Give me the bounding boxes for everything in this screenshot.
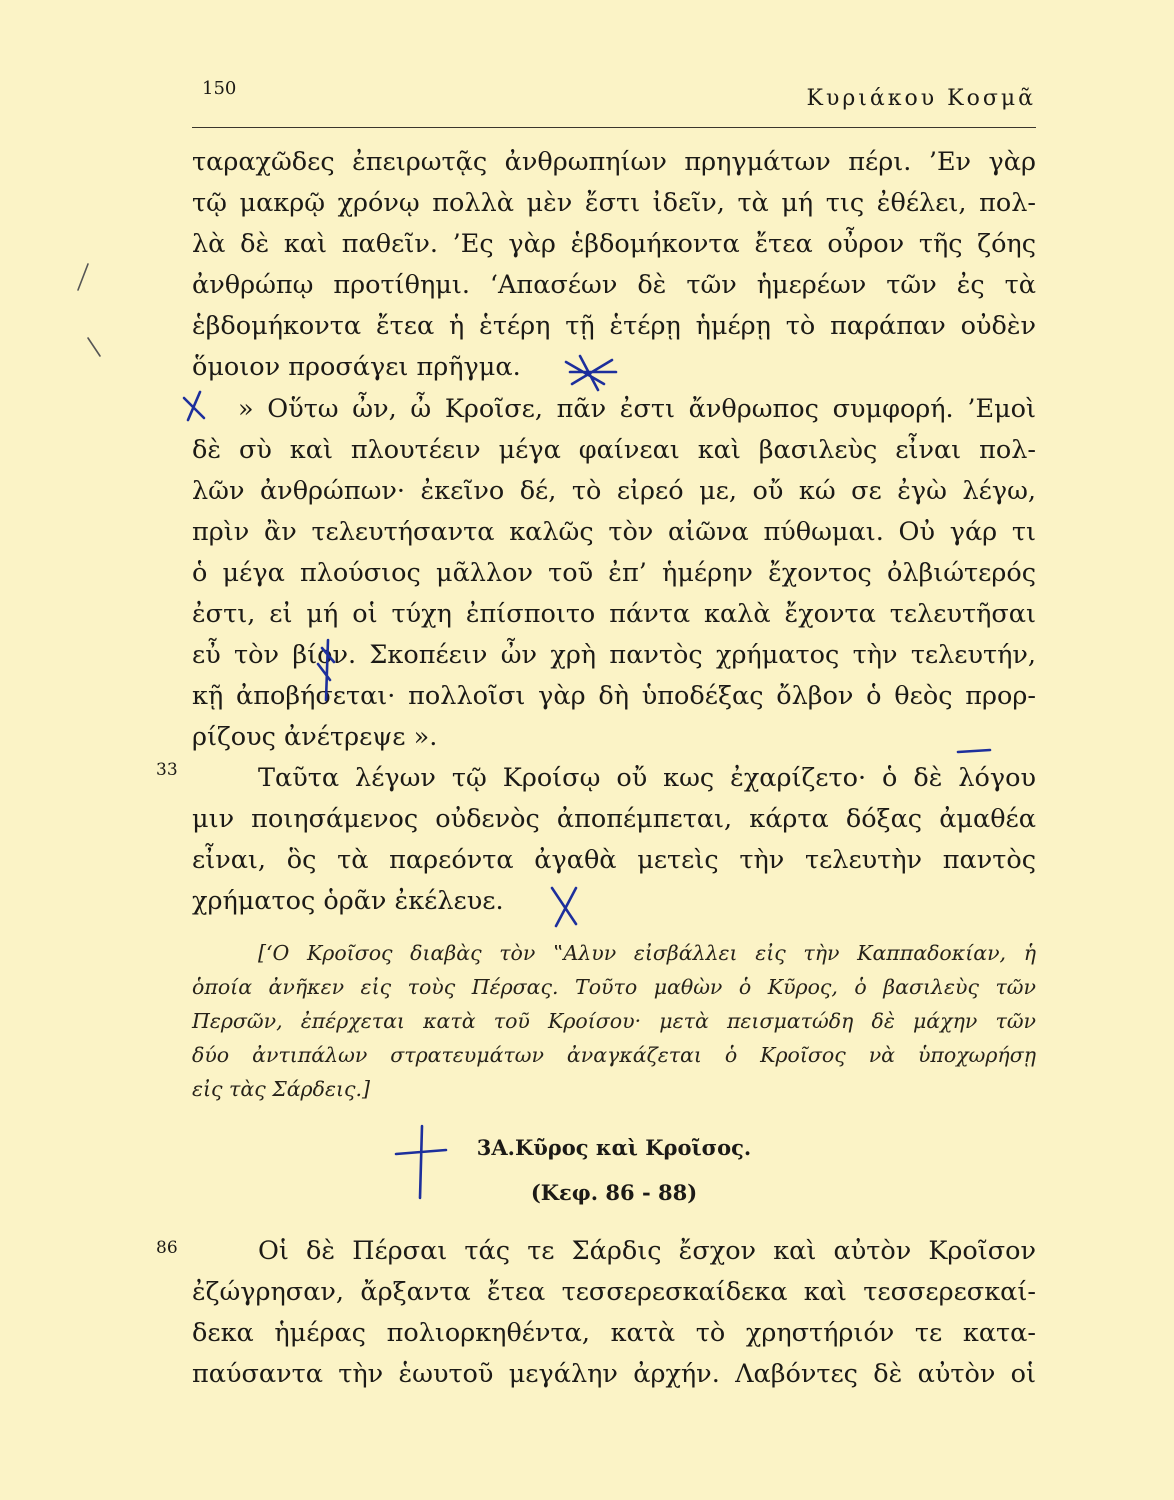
text-line: παύσαντα τὴν ἑωυτοῦ μεγάλην ἀρχήν. Λαβόντες δὲ αὐτὸν οἱ	[192, 1359, 1036, 1389]
text-line: ἀνθρώπῳ προτίθημι. ‘Απασέων δὲ τῶν ἡμερέων τῶν ἐς τὰ	[192, 270, 1036, 300]
page-header	[192, 70, 1036, 128]
text-line: εὖ τὸν βίον. Σκοπέειν ὦν χρὴ παντὸς χρήματος τὴν τελευτήν,	[192, 640, 1036, 670]
section-number: 86	[156, 1238, 178, 1258]
section-86	[192, 1231, 1036, 1395]
text-line: τῷ μακρῷ χρόνῳ πολλὰ μὲν ἔστι ἰδεῖν, τὰ μή τις ἐθέλει, πολ-	[192, 188, 1036, 218]
section-33	[192, 758, 1036, 922]
text-line: πρὶν ἂν τελευτήσαντα καλῶς τὸν αἰῶνα πύθωμαι. Οὐ γάρ τι	[192, 517, 1036, 547]
text-line: εἶναι, ὃς τὰ παρεόντα ἀγαθὰ μετεὶς τὴν τελευτὴν παντὸς	[192, 845, 1036, 875]
text-line: λὰ δὲ καὶ παθεῖν. ’Ες γὰρ ἑβδομήκοντα ἔτεα οὖρον τῆς ζόης	[192, 229, 1036, 259]
text-line: Ταῦτα λέγων τῷ Κροίσῳ οὔ κως ἐχαρίζετο· ὁ δὲ λόγου	[258, 763, 1036, 793]
summary-line: Περσῶν, ἐπέρχεται κατὰ τοῦ Κροίσου· μετὰ πεισματώδη δὲ μάχην τῶν	[192, 1009, 1036, 1033]
section-subheading: (Κεφ. 86 - 88)	[530, 1180, 698, 1205]
chapter-summary	[192, 936, 1036, 1106]
text-line: ρίζους ἀνέτρεψε ».	[192, 722, 438, 752]
summary-line: ὁποία ἀνῆκεν εἰς τοὺς Πέρσας. Τοῦτο μαθὼν ὁ Κῦρος, ὁ βασιλεὺς τῶν	[192, 975, 1036, 999]
text-line: δεκα ἡμέρας πολιορκηθέντα, κατὰ τὸ χρηστήριόν τε κατα-	[192, 1318, 1036, 1348]
passage-1	[192, 142, 1036, 388]
text-line: ἐζώγρησαν, ἄρξαντα ἔτεα τεσσερεσκαίδεκα καὶ τεσσερεσκαί-	[192, 1277, 1036, 1307]
text-line: χρήματος ὁρᾶν ἐκέλευε.	[192, 886, 504, 916]
text-line: μιν ποιησάμενος οὐδενὸς ἀποπέμπεται, κάρτα δόξας ἀμαθέα	[192, 804, 1036, 834]
text-line: ὁ μέγα πλούσιος μᾶλλον τοῦ ἐπ’ ἡμέρην ἔχοντος ὀλβιώτερός	[192, 558, 1036, 588]
text-line: ἑβδομήκοντα ἔτεα ἡ ἑτέρη τῇ ἑτέρῃ ἡμέρῃ τὸ παράπαν οὐδὲν	[192, 311, 1036, 341]
text-line: Οἱ δὲ Πέρσαι τάς τε Σάρδις ἔσχον καὶ αὐτὸν Κροῖσον	[258, 1236, 1036, 1266]
section-heading: 3Α.Κῦρος καὶ Κροῖσος.	[476, 1135, 752, 1160]
text-line: ἐστι, εἰ μή οἱ τύχη ἐπίσποιτο πάντα καλὰ ἔχοντα τελευτῆσαι	[192, 599, 1036, 629]
header-rule	[192, 127, 1036, 128]
summary-line: [‘Ο Κροῖσος διαβὰς τὸν ‟Αλυν εἰσβάλλει εἰς τὴν Καππαδοκίαν, ἡ	[258, 941, 1036, 965]
page-number: 150	[202, 78, 237, 99]
pen-margin-mark	[88, 338, 100, 356]
summary-line: δύο ἀντιπάλων στρατευμάτων ἀναγκάζεται ὁ Κροῖσος νὰ ὑποχωρήσῃ	[192, 1043, 1036, 1067]
section-number: 33	[156, 760, 178, 780]
passage-2	[192, 389, 1036, 758]
text-line: δὲ σὺ καὶ πλουτέειν μέγα φαίνεαι καὶ βασιλεὺς εἶναι πολ-	[192, 435, 1036, 465]
text-line: κῇ ἀποβήσεται· πολλοῖσι γὰρ δὴ ὑποδέξας ὄλβον ὁ θεὸς προρ-	[192, 681, 1036, 711]
text-line: ταραχῶδες ἐπειρωτᾷς ἀνθρωπηίων πρηγμάτων πέρι. ’Εν γὰρ	[192, 147, 1036, 177]
summary-line: εἰς τὰς Σάρδεις.]	[192, 1077, 370, 1101]
text-line: λῶν ἀνθρώπων· ἐκεῖνο δέ, τὸ εἰρεό με, οὔ κώ σε ἐγὼ λέγω,	[192, 476, 1036, 506]
pen-margin-mark	[78, 264, 88, 290]
text-line: ὅμοιον προσάγει πρῆγμα.	[192, 352, 521, 382]
running-title: Κυριάκου Κοσμᾶ	[806, 86, 1036, 111]
text-line: » Οὕτω ὦν, ὦ Κροῖσε, πᾶν ἐστι ἄνθρωπος συμφορή. ’Εμοὶ	[238, 394, 1036, 424]
